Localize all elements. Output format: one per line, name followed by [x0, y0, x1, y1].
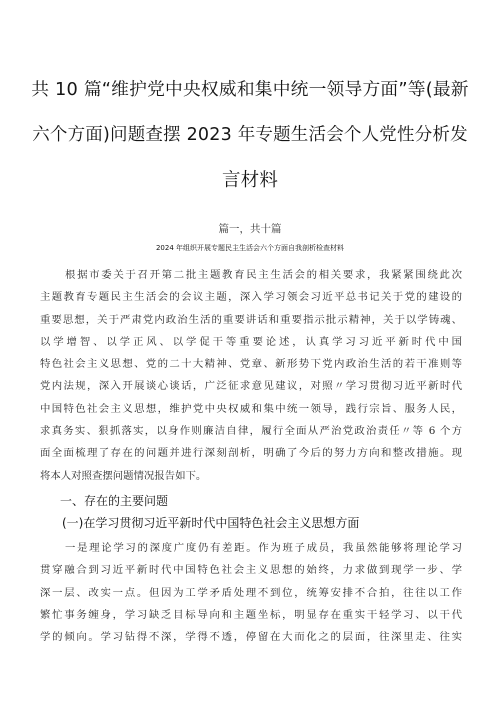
section-heading: 一、存在的主要问题 — [60, 494, 169, 508]
paragraph-line: 主题教育专题民主生活会的会议主题，深入学习领会习近平总书记关于党的建设的 — [40, 291, 462, 304]
paragraph-line: 以学增智、以学正风、以学促干等重要论述，认真学习习近平新时代中国 — [40, 335, 462, 348]
intro-paragraph — [40, 264, 462, 487]
paragraph-line: 重要思想，关于严肃党内政治生活的重要讲话和重要指示批示精神，关于以学铸魂、 — [40, 313, 462, 326]
document-subtitle: 2024 年组织开展专题民主生活会六个方面自我剖析检查材料 — [155, 244, 345, 252]
paragraph-line: 贯穿融合到习近平新时代中国特色社会主义思想的始终，力求做到现学一步、学 — [40, 564, 462, 577]
document-title — [30, 68, 470, 203]
paragraph-line: 深一层、改实一点。但因为工学矛盾处理不到位，统筹安排不合拍，往往以工作 — [40, 586, 462, 599]
paragraph-line: 将本人对照查摆问题情况报告如下。 — [40, 469, 207, 482]
title-line: 六个方面)问题查摆 2023 年专题生活会个人党性分析发 — [32, 125, 468, 145]
paragraph-line: 根据市委关于召开第二批主题教育民主生活会的相关要求，我紧紧围绕此次 — [65, 269, 462, 281]
paragraph-line: 一是理论学习的深度广度仍有差距。作为班子成员，我虽然能够将理论学习 — [65, 542, 462, 554]
body-paragraph — [40, 537, 462, 648]
paragraph-line: 党内法规，深入开展谈心谈话，广泛征求意见建议，对照〃学习贯彻习近平新时代 — [40, 380, 462, 393]
paragraph-line: 面全面梳理了存在的问题并进行深刻剖析，明确了今后的努力方向和整改措施。现 — [40, 447, 462, 460]
paragraph-line: 中国特色社会主义思想，维护党中央权威和集中统一领导，践行宗旨、服务人民， — [40, 402, 462, 415]
paragraph-line: 学的倾向。学习钻得不深，学得不透，停留在大而化之的层面，往深里走、往实 — [40, 631, 462, 644]
document-number: 篇一，共十篇 — [218, 223, 282, 235]
title-line: 言材料 — [221, 170, 279, 191]
paragraph-line: 特色社会主义思想、党的二十大精神、党章、新形势下党内政治生活的若干准则等 — [40, 358, 462, 371]
paragraph-line: 求真务实、狠抓落实，以身作则廉洁自律，履行全面从严治党政治责任〃等 6 个方 — [40, 425, 462, 438]
paragraph-line: 繁忙事务缠身，学习缺乏目标导向和主题坐标，明显存在重实干轻学习、以干代 — [40, 608, 462, 621]
title-line: 共 10 篇“维护党中央权威和集中统一领导方面”等(最新 — [31, 80, 469, 100]
subsection-heading: (一)在学习贯彻习近平新时代中国特色社会主义思想方面 — [62, 516, 360, 530]
